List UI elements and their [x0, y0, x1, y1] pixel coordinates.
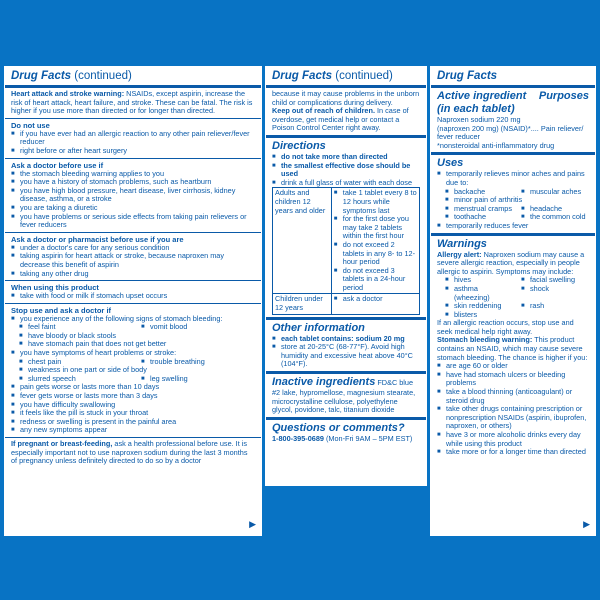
uses-heading: Uses: [437, 157, 464, 170]
ask-pharmacist-list: [11, 244, 255, 278]
table-cell: [331, 294, 419, 314]
stop-use-rest: [11, 383, 255, 435]
list-item: ■ any new symptoms appear: [11, 426, 255, 435]
questions-heading: Questions or comments?: [272, 421, 405, 434]
list-item: ■ right before or after heart surgery: [11, 147, 255, 156]
keep-out-of-reach: Keep out of reach of children. In case of overdose, get medical help or contact a Poison Control Center right away.: [272, 106, 409, 133]
ask-doctor-list: [11, 170, 255, 230]
ask-pharmacist-heading: Ask a doctor or pharmacist before use if you are: [11, 234, 184, 244]
drug-facts-panel-2: [265, 66, 427, 486]
divider: [431, 233, 595, 236]
list-item: ■ menstrual cramps: [437, 205, 513, 214]
stomach-list: [437, 362, 589, 457]
list-item: ■ vomit blood: [133, 323, 255, 332]
divider: [5, 85, 261, 88]
other-info-heading: Other information: [272, 321, 365, 334]
panel-title: Drug Facts (continued): [11, 70, 132, 82]
list-item: ■ you experience any of the following signs of stomach bleeding:: [11, 315, 255, 324]
divider: [266, 371, 426, 374]
directions-list: [272, 153, 420, 187]
list-item: ■ fever gets worse or lasts more than 3 days: [11, 392, 255, 401]
divider: [5, 232, 261, 233]
list-item: ■ you have a history of stomach problems, such as heartburn: [11, 178, 255, 187]
list-item: ■ asthma (wheezing): [437, 285, 513, 302]
active-ingredient-line: (naproxen 200 mg) (NSAID)*.... Pain reliever/ fever reducer: [437, 123, 584, 142]
list-item: ■ you have problems or serious side effects from taking pain relievers or fever reducers: [11, 213, 255, 230]
when-using-list: [11, 292, 255, 301]
list-item: ■ blisters: [437, 311, 513, 320]
allergy-after: If an allergic reaction occurs, stop use and seek medical help right away.: [437, 318, 574, 336]
dosage-table: [272, 187, 420, 314]
list-item: ■ the smallest effective dose should be used: [272, 162, 420, 179]
list-item: ■ taking aspirin for heart attack or stroke, because naproxen may decrease this benefit of aspirin: [11, 252, 255, 269]
list-item: ■ store at 20-25°C (68-77°F). Avoid high humidity and excessive heat above 40°C (104°F).: [272, 343, 420, 369]
panel-title: Drug Facts (continued): [272, 70, 393, 82]
list-item: ■ slurred speech: [11, 375, 133, 384]
divider: [431, 85, 595, 88]
divider: [5, 303, 261, 304]
do-not-use-list: [11, 130, 255, 156]
drug-facts-panel-3: [430, 66, 596, 536]
uses-list: [437, 170, 589, 187]
active-ingredient-header: Active ingredient Purposes: [437, 90, 589, 102]
divider: [5, 118, 261, 119]
panel-title: Drug Facts: [437, 70, 498, 82]
pregnancy-warning: If pregnant or breast-feeding, ask a health professional before use. It is especially important not to use naproxen sodium during the last 3 months of pregnancy unless definitely directed to do so by a doctor: [11, 439, 248, 466]
divider: [5, 437, 261, 438]
list-item: ■ weakness in one part or side of body: [11, 366, 255, 375]
stomach-warning: Stomach bleeding warning: This product contains an NSAID, which may cause severe stomach bleeding. The chance is higher if you:: [437, 335, 588, 362]
list-item: ■ for the first dose you may take 2 tablets within the first hour: [334, 215, 417, 241]
ask-doctor-heading: Ask a doctor before use if: [11, 160, 104, 170]
list-item: ■ taking any other drug: [11, 270, 255, 279]
list-item: ■ redness or swelling is present in the painful area: [11, 418, 255, 427]
list-item: ■ rash: [513, 302, 589, 311]
divider: [266, 85, 426, 88]
list-item: ■ backache: [437, 188, 513, 197]
list-item: ■ have bloody or black stools: [11, 332, 255, 341]
active-ingredient-line: Naproxen sodium 220 mg: [437, 115, 521, 124]
directions-heading: Directions: [272, 139, 326, 152]
list-item: ■ it feels like the pill is stuck in your throat: [11, 409, 255, 418]
list-item: ■ pain gets worse or lasts more than 10 days: [11, 383, 255, 392]
list-item: ■ drink a full glass of water with each dose: [272, 179, 420, 188]
list-item: ■ toothache: [437, 213, 513, 222]
table-cell: [331, 188, 419, 294]
list-item: ■ facial swelling: [513, 276, 589, 285]
active-ingredient-note: *nonsteroidal anti-inflammatory drug: [437, 140, 555, 150]
list-item: ■ you have high blood pressure, heart disease, liver cirrhosis, kidney disease, asthma, or a stroke: [11, 187, 255, 204]
list-item: ■ you are taking a diuretic: [11, 204, 255, 213]
table-cell: Children under 12 years: [273, 294, 332, 314]
pregnancy-continued: because it may cause problems in the unborn child or complications during delivery.: [272, 89, 420, 107]
list-item: ■ trouble breathing: [133, 358, 255, 367]
divider: [266, 135, 426, 138]
list-item: ■ temporarily reduces fever: [437, 222, 589, 231]
list-item: ■ have 3 or more alcoholic drinks every day while using this product: [437, 431, 589, 448]
list-item: ■ feel faint: [11, 323, 133, 332]
table-cell: Adults and children 12 years and older: [273, 188, 332, 294]
inactive-ingredients: Inactive ingredients FD&C blue #2 lake, hypromellose, magnesium stearate, microcrystalline cellulose, polyethylene glycol, povidone, talc, titanium dioxide: [272, 376, 416, 415]
list-item: ■ if you have ever had an allergic reaction to any other pain reliever/fever reducer: [11, 130, 255, 147]
list-item: ■ take 1 tablet every 8 to 12 hours while symptoms last: [334, 189, 417, 215]
list-item: ■ you have difficulty swallowing: [11, 401, 255, 410]
list-item: ■ ask a doctor: [334, 295, 417, 304]
bleeding-signs-more: [11, 332, 255, 358]
list-item: ■ you have symptoms of heart problems or stroke:: [11, 349, 255, 358]
list-item: ■ under a doctor's care for any serious condition: [11, 244, 255, 253]
list-item: ■ skin reddening: [437, 302, 513, 311]
list-item: ■ headache: [513, 205, 589, 214]
heart-warning: Heart attack and stroke warning: NSAIDs, except aspirin, increase the risk of heart attack, heart failure, and stroke. These can be fatal. The risk is higher if you use more than directed or for longer than directed.: [11, 89, 253, 116]
divider: [266, 417, 426, 420]
stop-use-heading: Stop use and ask a doctor if: [11, 305, 112, 315]
list-item: ■ have stomach pain that does not get better: [11, 340, 255, 349]
list-item: ■ do not take more than directed: [272, 153, 420, 162]
do-not-use-heading: Do not use: [11, 120, 50, 130]
list-item: ■ shock: [513, 285, 589, 302]
continue-arrow-icon: ▶: [249, 519, 256, 529]
list-item: ■ take more or for a longer time than directed: [437, 448, 589, 457]
list-item: ■ chest pain: [11, 358, 133, 367]
allergy-grid: [437, 276, 589, 319]
continue-arrow-icon: ▶: [583, 519, 590, 529]
other-info-list: [272, 335, 420, 369]
list-item: ■ take other drugs containing prescription or nonprescription NSAIDs (aspirin, ibuprofen, naproxen, or others): [437, 405, 589, 431]
warnings-heading: Warnings: [437, 237, 487, 250]
list-item: ■ have had stomach ulcers or bleeding problems: [437, 371, 589, 388]
divider: [266, 317, 426, 320]
list-item: ■ take with food or milk if stomach upset occurs: [11, 292, 255, 301]
list-item: ■ temporarily relieves minor aches and pains due to:: [437, 170, 589, 187]
divider: [431, 152, 595, 155]
list-item: ■ do not exceed 3 tablets in a 24-hour period: [334, 267, 417, 293]
list-item: ■ each tablet contains: sodium 20 mg: [272, 335, 420, 344]
list-item: ■ are age 60 or older: [437, 362, 589, 371]
phone-line: 1-800-395-0689 (Mon-Fri 9AM – 5PM EST): [272, 433, 413, 443]
list-item: ■ hives: [437, 276, 513, 285]
list-item: ■ the stomach bleeding warning applies to you: [11, 170, 255, 179]
each-tablet-heading: (in each tablet): [437, 103, 515, 115]
list-item: ■ leg swelling: [133, 375, 255, 384]
divider: [5, 280, 261, 281]
allergy-alert: Allergy alert: Naproxen sodium may cause a severe allergic reaction, especially in people allergic to aspirin. Symptoms may include:: [437, 249, 585, 276]
table-row: [273, 188, 420, 294]
uses-grid: [437, 188, 589, 222]
list-item: ■ minor pain of arthritis: [437, 196, 589, 205]
list-item: ■ do not exceed 2 tablets in any 8- to 12-hour period: [334, 241, 417, 267]
list-item: ■ take a blood thinning (anticoagulant) or steroid drug: [437, 388, 589, 405]
list-item: ■ muscular aches: [513, 188, 589, 197]
divider: [5, 158, 261, 159]
when-using-heading: When using this product: [11, 283, 99, 293]
table-row: [273, 294, 420, 314]
drug-facts-panel-1: [4, 66, 262, 536]
list-item: ■ the common cold: [513, 213, 589, 222]
uses-list-2: [437, 222, 589, 231]
